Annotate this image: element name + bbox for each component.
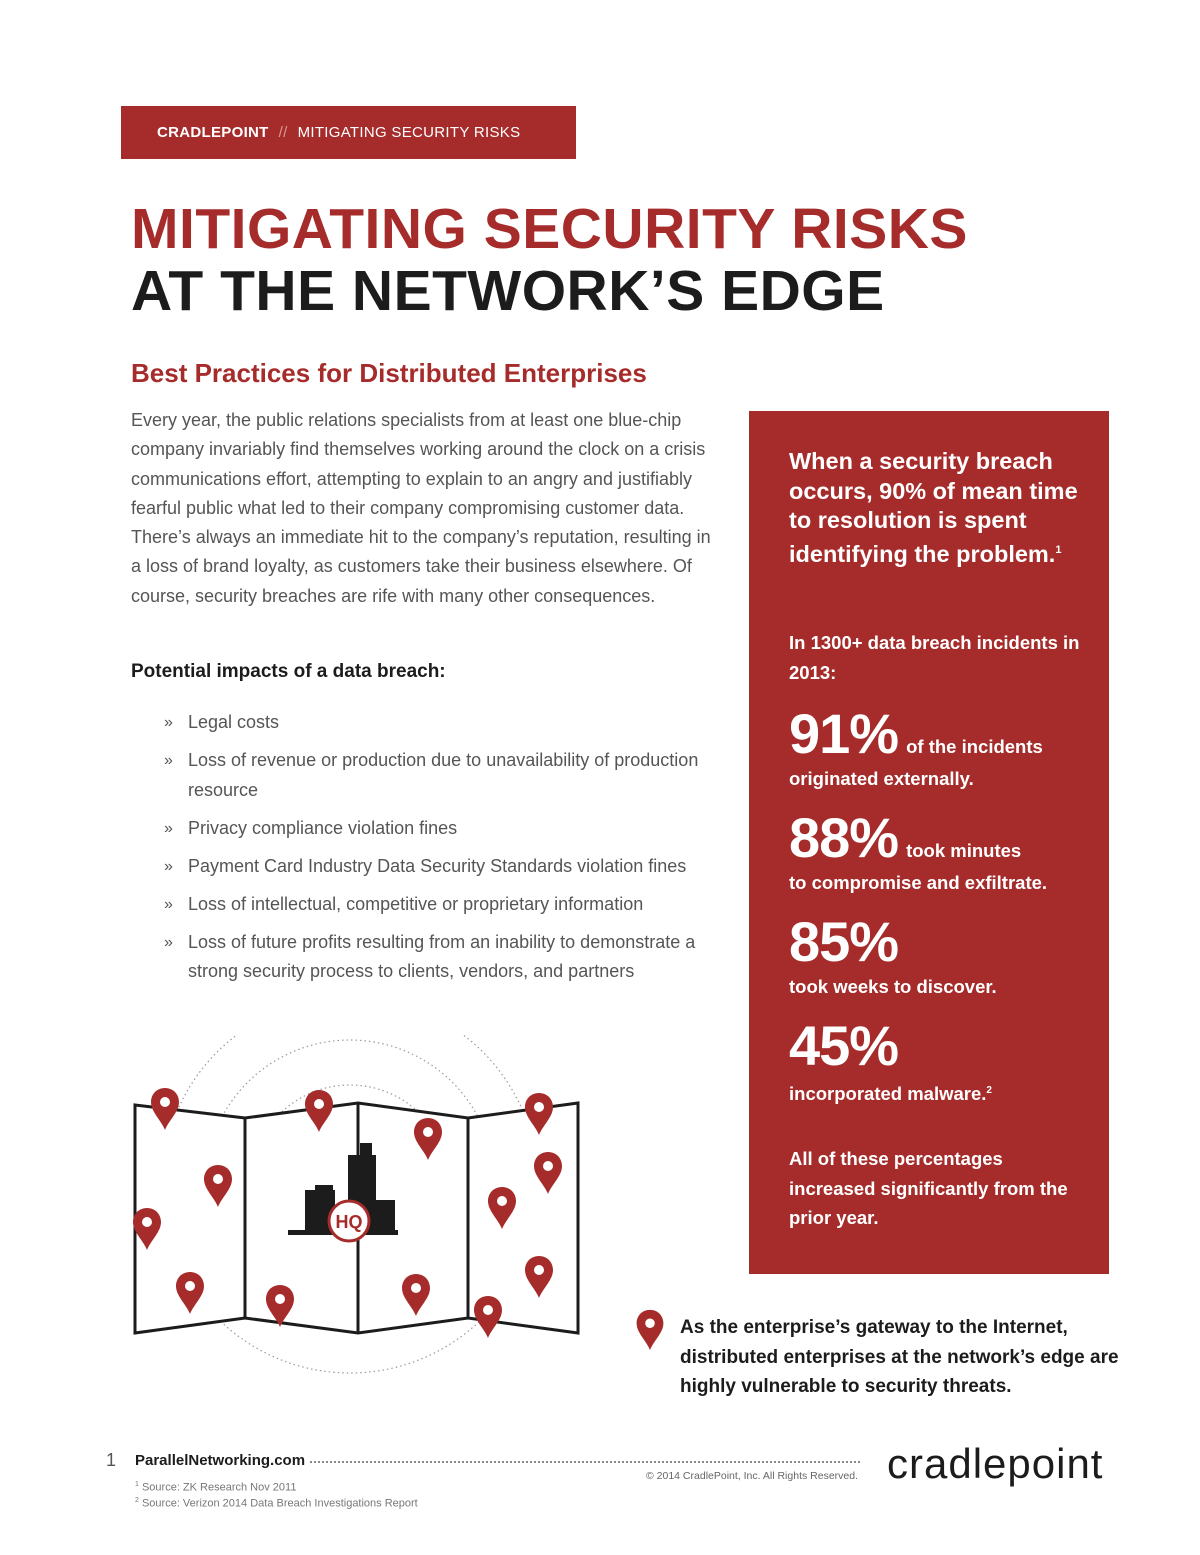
footnote-mark: 1 xyxy=(135,1481,139,1488)
page-subtitle: Best Practices for Distributed Enterprises xyxy=(131,358,647,388)
impact-item-text: Loss of revenue or production due to unavailability of production resource xyxy=(188,750,699,800)
stats-sidebar xyxy=(749,411,1109,1274)
stat-inline: of the incidents xyxy=(906,736,1043,757)
map-pin-icon xyxy=(634,1308,666,1352)
footer-divider xyxy=(310,1461,860,1463)
map-pin-icon xyxy=(474,1296,502,1338)
stat-percent: 45% xyxy=(789,1014,899,1077)
bullet-chevron: » xyxy=(164,714,173,731)
impact-item xyxy=(164,890,724,920)
impacts-list xyxy=(164,708,724,995)
impact-item-text: Legal costs xyxy=(188,712,280,732)
impact-item xyxy=(164,928,724,987)
footnote-text: Source: Verizon 2014 Data Breach Investigations Report xyxy=(141,1497,418,1510)
stat-tail: to compromise and exfiltrate. xyxy=(789,872,1048,893)
bullet-chevron: » xyxy=(164,752,173,769)
impact-item xyxy=(164,708,724,738)
bullet-chevron: » xyxy=(164,895,173,913)
hq-label: HQ xyxy=(335,1212,363,1232)
footer-copyright: © 2014 CradlePoint, Inc. All Rights Reserved. xyxy=(646,1470,859,1482)
bullet-chevron: » xyxy=(164,857,173,875)
cradlepoint-logo: cradlepoint xyxy=(887,1440,1104,1487)
impact-item-text: Privacy compliance violation fines xyxy=(188,817,458,838)
header-bar xyxy=(121,106,576,159)
stat-block xyxy=(789,808,1099,897)
sidebar-lead xyxy=(789,447,1099,569)
stat-footnote: 2 xyxy=(986,1085,992,1096)
page-title-line2: AT THE NETWORK’S EDGE xyxy=(131,259,885,323)
header-separator: // xyxy=(278,124,288,141)
stat-inline: took minutes xyxy=(906,840,1022,861)
impact-item-text: Loss of future profits resulting from an inability to demonstrate a strong security process to clients, vendors, and partners xyxy=(188,931,696,981)
impact-item xyxy=(164,852,724,882)
footer-site-link[interactable]: ParallelNetworking.com xyxy=(135,1452,306,1469)
impact-item-text: Loss of intellectual, competitive or proprietary information xyxy=(188,893,644,914)
intro-paragraph: Every year, the public relations specialists from at least one blue-chip company invariably find themselves working around the clock on a crisis communications effort, attempting to explain to an angry and justifiably fearful public what led to their company compromising customer data. There’s always an immediate hit to the company’s reputation, resulting in a loss of brand loyalty, as customers take their business elsewhere. Of course, security breaches are rife with many other consequences. xyxy=(131,410,711,606)
sidebar-incidents: In 1300+ data breach incidents in 2013: xyxy=(789,632,1080,683)
stat-percent: 88% xyxy=(789,806,899,869)
stat-percent: 85% xyxy=(789,910,899,973)
page-title-line1: MITIGATING SECURITY RISKS xyxy=(131,197,968,261)
stat-block xyxy=(789,704,1099,793)
bullet-chevron: » xyxy=(164,933,173,951)
footnote-text: Source: ZK Research Nov 2011 xyxy=(141,1481,297,1494)
page-number: 1 xyxy=(106,1450,117,1470)
stat-tail: originated externally. xyxy=(789,768,974,789)
footnote xyxy=(135,1481,296,1494)
sidebar-closing: All of these percentages increased significantly from the prior year. xyxy=(789,1148,1068,1228)
stat-tail: incorporated malware. xyxy=(789,1083,987,1105)
footnote-mark: 2 xyxy=(135,1497,139,1504)
header-brand: CRADLEPOINT xyxy=(157,124,269,141)
stat-tail: took weeks to discover. xyxy=(789,976,997,997)
sidebar-lead-text: When a security breach occurs, 90% of mean time to resolution is spent identifying the problem. xyxy=(789,448,1078,567)
footnote xyxy=(135,1497,418,1510)
impacts-heading: Potential impacts of a data breach: xyxy=(131,661,446,682)
network-map-illustration xyxy=(120,1035,600,1375)
impact-item xyxy=(164,746,724,805)
stat-block xyxy=(789,1016,1099,1108)
sidebar-lead-footnote: 1 xyxy=(1055,543,1062,556)
impact-item xyxy=(164,814,724,844)
bullet-chevron: » xyxy=(164,819,173,837)
stat-block xyxy=(789,912,1099,1001)
header-section: MITIGATING SECURITY RISKS xyxy=(297,124,521,141)
stat-percent: 91% xyxy=(789,702,899,765)
gateway-note: As the enterprise’s gateway to the Internet, distributed enterprises at the network’s edge are highly vulnerable to security threats. xyxy=(680,1317,1119,1397)
impact-item-text: Payment Card Industry Data Security Standards violation fines xyxy=(188,855,687,876)
